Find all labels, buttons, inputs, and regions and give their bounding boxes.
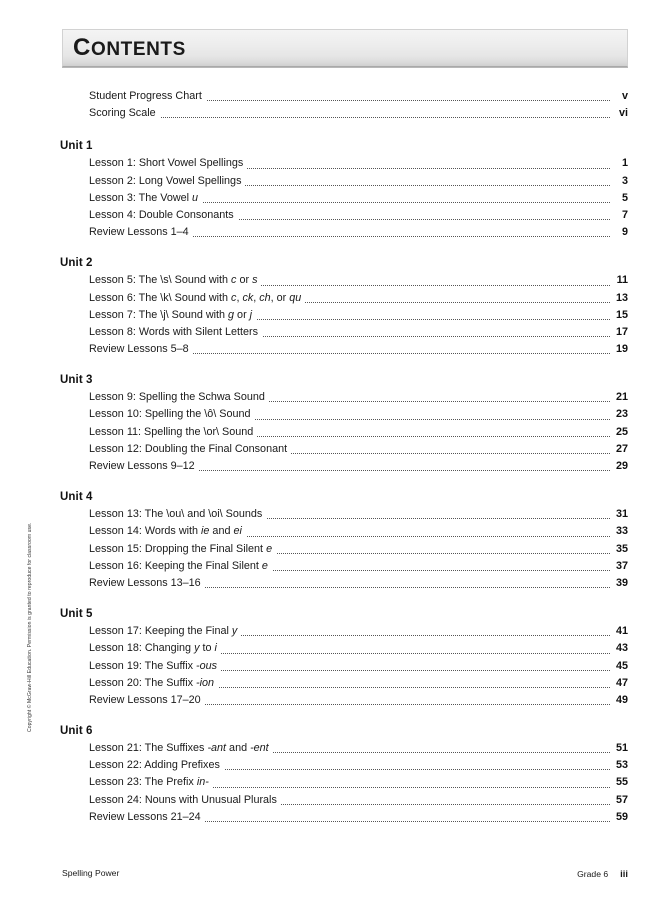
- footer-page-number: iii: [620, 868, 628, 879]
- toc-entry-label: Lesson 10: Spelling the \ô\ Sound: [89, 408, 254, 420]
- toc-entry-label: Lesson 21: The Suffixes -ant and -ent: [89, 742, 273, 754]
- toc-entry-page-number: 25: [610, 424, 628, 441]
- toc-lesson-row[interactable]: [89, 623, 628, 640]
- toc-entry-page-number: vi: [610, 105, 628, 122]
- toc-entry-label: Lesson 20: The Suffix -ion: [89, 677, 218, 689]
- page-title-initial: C: [73, 34, 91, 61]
- toc-lesson-row[interactable]: [89, 458, 628, 475]
- toc-entry-page-number: 1: [610, 155, 628, 172]
- toc-entry-page-number: 59: [610, 809, 628, 826]
- toc-entry-page-number: 3: [610, 173, 628, 190]
- toc-entry-label: Scoring Scale: [89, 107, 160, 119]
- toc-entry-page-number: 31: [610, 506, 628, 523]
- contents-header-banner: [62, 29, 628, 67]
- toc-lesson-row[interactable]: [89, 341, 628, 358]
- toc-entry-page-number: 19: [610, 341, 628, 358]
- page-footer: [62, 868, 628, 882]
- toc-lesson-row[interactable]: [89, 523, 628, 540]
- toc-lesson-row[interactable]: [89, 389, 628, 406]
- toc-entry-page-number: 15: [610, 307, 628, 324]
- toc-lesson-row[interactable]: [89, 173, 628, 190]
- front-matter-group: [0, 88, 660, 122]
- toc-lesson-row[interactable]: [89, 290, 628, 307]
- toc-front-matter-row[interactable]: [89, 105, 628, 122]
- table-of-contents: [0, 88, 660, 826]
- toc-entry-label: Lesson 3: The Vowel u: [89, 192, 202, 204]
- toc-entry-label: Review Lessons 17–20: [89, 694, 205, 706]
- unit-heading: Unit 4: [60, 491, 93, 504]
- toc-entry-page-number: 23: [610, 406, 628, 423]
- toc-lesson-row[interactable]: [89, 307, 628, 324]
- unit-group: [0, 608, 660, 709]
- toc-lesson-row[interactable]: [89, 675, 628, 692]
- toc-entry-label: Lesson 1: Short Vowel Spellings: [89, 157, 247, 169]
- toc-entry-page-number: 47: [610, 675, 628, 692]
- toc-entry-page-number: 11: [610, 272, 628, 289]
- unit-heading: Unit 1: [60, 140, 93, 153]
- unit-heading: Unit 3: [60, 374, 93, 387]
- toc-entry-label: Lesson 22: Adding Prefixes: [89, 759, 224, 771]
- toc-entry-label: Lesson 4: Double Consonants: [89, 209, 238, 221]
- toc-entry-label: Lesson 11: Spelling the \or\ Sound: [89, 426, 257, 438]
- toc-entry-page-number: 7: [610, 207, 628, 224]
- page-title-rest: ONTENTS: [90, 39, 186, 60]
- toc-entry-page-number: 45: [610, 658, 628, 675]
- toc-lesson-row[interactable]: [89, 272, 628, 289]
- toc-lesson-row[interactable]: [89, 207, 628, 224]
- toc-entry-label: Review Lessons 9–12: [89, 460, 199, 472]
- toc-entry-label: Lesson 16: Keeping the Final Silent e: [89, 560, 272, 572]
- unit-heading: Unit 5: [60, 608, 93, 621]
- toc-entry-page-number: 53: [610, 757, 628, 774]
- toc-lesson-row[interactable]: [89, 558, 628, 575]
- toc-lesson-row[interactable]: [89, 424, 628, 441]
- toc-entry-page-number: 49: [610, 692, 628, 709]
- toc-lesson-row[interactable]: [89, 324, 628, 341]
- toc-entry-label: Review Lessons 5–8: [89, 343, 193, 355]
- unit-group: [0, 491, 660, 592]
- toc-entry-page-number: 33: [610, 523, 628, 540]
- toc-entry-label: Review Lessons 13–16: [89, 577, 205, 589]
- toc-entry-label: Lesson 18: Changing y to i: [89, 642, 221, 654]
- toc-lesson-row[interactable]: [89, 575, 628, 592]
- toc-entry-page-number: v: [610, 88, 628, 105]
- toc-entry-label: Lesson 23: The Prefix in-: [89, 776, 213, 788]
- toc-entry-label: Review Lessons 1–4: [89, 226, 193, 238]
- toc-entry-label: Review Lessons 21–24: [89, 811, 205, 823]
- toc-lesson-row[interactable]: [89, 740, 628, 757]
- toc-lesson-row[interactable]: [89, 658, 628, 675]
- page-title: [73, 34, 186, 62]
- toc-entry-page-number: 27: [610, 441, 628, 458]
- toc-entry-page-number: 29: [610, 458, 628, 475]
- unit-heading: Unit 6: [60, 725, 93, 738]
- toc-lesson-row[interactable]: [89, 190, 628, 207]
- toc-lesson-row[interactable]: [89, 757, 628, 774]
- toc-entry-label: Lesson 12: Doubling the Final Consonant: [89, 443, 291, 455]
- unit-group: [0, 140, 660, 241]
- toc-entry-label: Lesson 6: The \k\ Sound with c, ck, ch, or qu: [89, 292, 305, 304]
- toc-lesson-row[interactable]: [89, 809, 628, 826]
- footer-right-group: [577, 868, 628, 879]
- toc-entry-label: Student Progress Chart: [89, 90, 206, 102]
- toc-entry-page-number: 41: [610, 623, 628, 640]
- toc-entry-page-number: 9: [610, 224, 628, 241]
- toc-entry-page-number: 57: [610, 792, 628, 809]
- toc-entry-label: Lesson 8: Words with Silent Letters: [89, 326, 262, 338]
- toc-entry-label: Lesson 2: Long Vowel Spellings: [89, 175, 245, 187]
- unit-group: [0, 257, 660, 358]
- toc-entry-page-number: 21: [610, 389, 628, 406]
- toc-entry-label: Lesson 13: The \ou\ and \oi\ Sounds: [89, 508, 266, 520]
- toc-entry-label: Lesson 17: Keeping the Final y: [89, 625, 241, 637]
- toc-entry-page-number: 17: [610, 324, 628, 341]
- toc-entry-page-number: 35: [610, 541, 628, 558]
- toc-lesson-row[interactable]: [89, 541, 628, 558]
- toc-lesson-row[interactable]: [89, 792, 628, 809]
- copyright-notice: Copyright © McGraw-Hill Education. Permission is granted to reproduce for classroom use.: [27, 522, 33, 732]
- toc-entry-page-number: 55: [610, 774, 628, 791]
- footer-book-title: Spelling Power: [62, 868, 120, 878]
- toc-entry-label: Lesson 7: The \j\ Sound with g or j: [89, 309, 256, 321]
- footer-grade-label: Grade 6: [577, 869, 609, 879]
- unit-heading: Unit 2: [60, 257, 93, 270]
- toc-entry-page-number: 37: [610, 558, 628, 575]
- toc-lesson-row[interactable]: [89, 692, 628, 709]
- toc-entry-label: Lesson 9: Spelling the Schwa Sound: [89, 391, 269, 403]
- toc-lesson-row[interactable]: [89, 406, 628, 423]
- dot-leader: [89, 117, 628, 118]
- toc-entry-label: Lesson 24: Nouns with Unusual Plurals: [89, 794, 281, 806]
- toc-lesson-row[interactable]: [89, 506, 628, 523]
- toc-entry-page-number: 43: [610, 640, 628, 657]
- toc-lesson-row[interactable]: [89, 155, 628, 172]
- toc-entry-page-number: 13: [610, 290, 628, 307]
- toc-entry-page-number: 51: [610, 740, 628, 757]
- toc-lesson-row[interactable]: [89, 640, 628, 657]
- unit-group: [0, 725, 660, 826]
- toc-entry-page-number: 39: [610, 575, 628, 592]
- toc-lesson-row[interactable]: [89, 224, 628, 241]
- toc-entry-label: Lesson 5: The \s\ Sound with c or s: [89, 274, 261, 286]
- toc-lesson-row[interactable]: [89, 441, 628, 458]
- toc-front-matter-row[interactable]: [89, 88, 628, 105]
- toc-lesson-row[interactable]: [89, 774, 628, 791]
- toc-entry-label: Lesson 15: Dropping the Final Silent e: [89, 543, 276, 555]
- toc-entry-label: Lesson 14: Words with ie and ei: [89, 525, 246, 537]
- unit-group: [0, 374, 660, 475]
- toc-entry-page-number: 5: [610, 190, 628, 207]
- toc-entry-label: Lesson 19: The Suffix -ous: [89, 660, 221, 672]
